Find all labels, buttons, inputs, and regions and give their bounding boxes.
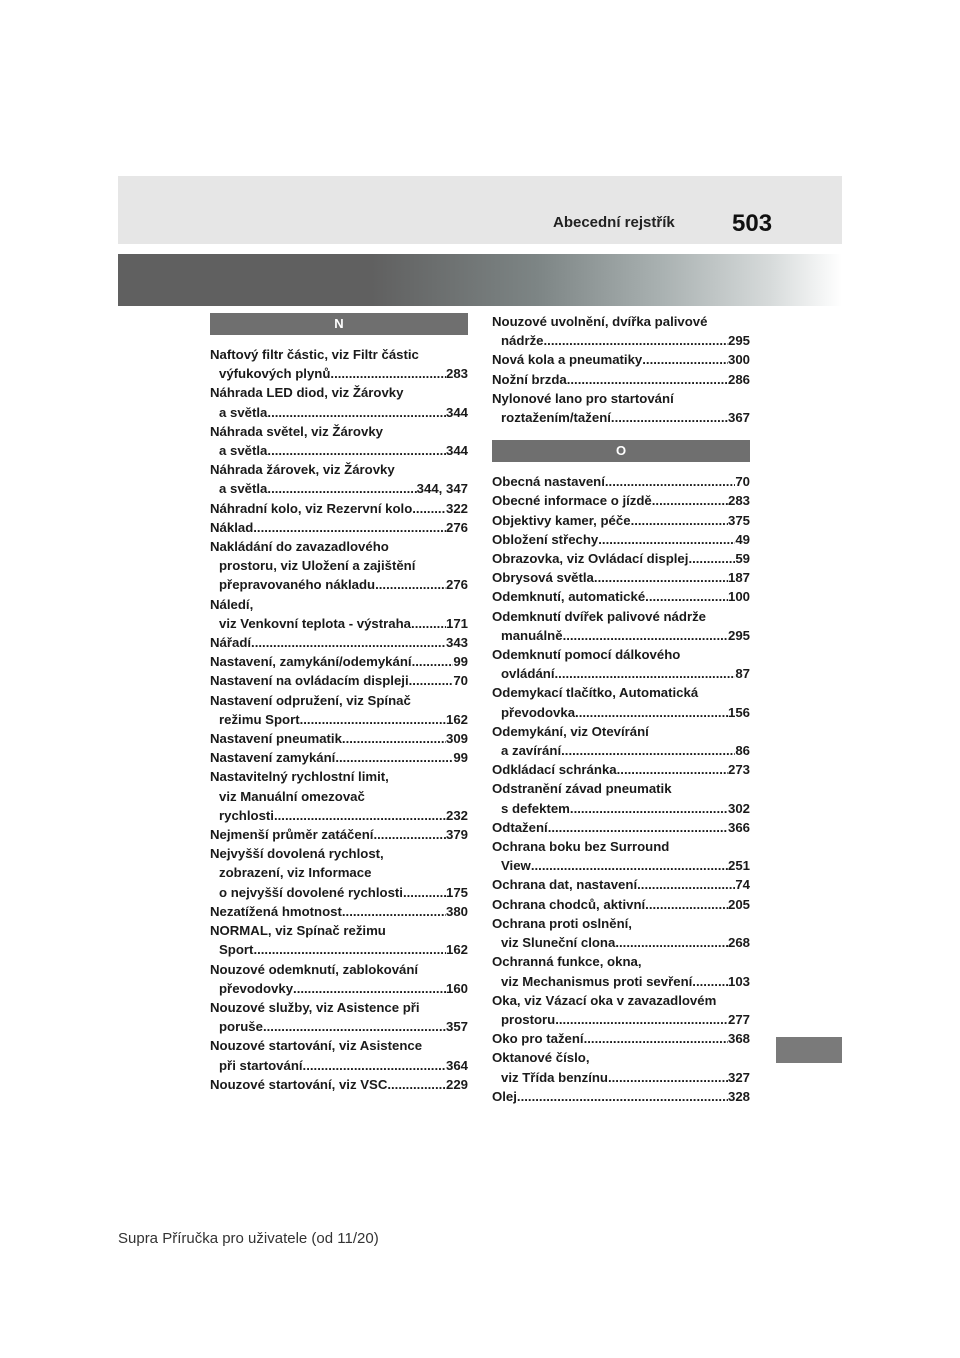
leader-dots <box>570 799 728 818</box>
entry-page-number: 103 <box>727 973 750 989</box>
leader-dots <box>567 370 728 389</box>
entry-text: Nastavení zamykání <box>210 750 336 766</box>
index-entry <box>492 760 750 779</box>
leader-dots <box>251 633 446 652</box>
entry-text: a zavírání <box>501 743 562 759</box>
index-column-left <box>210 313 468 1094</box>
entry-text: Odemykání, viz Otevírání <box>492 723 649 739</box>
entry-list <box>210 345 468 1094</box>
leader-dots <box>267 479 416 498</box>
entry-text: Naftový filtr částic, viz Filtr částic <box>210 347 419 362</box>
leader-dots <box>561 741 735 760</box>
index-entry <box>210 921 468 959</box>
entry-text: přepravovaného nákladu <box>219 577 376 593</box>
index-entry <box>210 518 468 537</box>
entry-page-number: 273 <box>727 762 750 778</box>
entry-page-number: 74 <box>735 877 750 893</box>
entry-page-number: 300 <box>727 352 750 368</box>
index-entry <box>210 691 468 729</box>
entry-text: ovládání <box>501 666 555 682</box>
entry-page-number: 286 <box>727 371 750 387</box>
leader-dots <box>555 1010 728 1029</box>
index-entry <box>492 952 750 990</box>
entry-text: prostoru, viz Uložení a zajištění <box>219 558 416 574</box>
entry-text: Odtažení <box>492 819 548 835</box>
entry-text: prostoru <box>501 1011 556 1027</box>
index-entry <box>210 633 468 652</box>
entry-text: a světla <box>219 443 268 459</box>
entry-page-number: 309 <box>445 731 468 747</box>
section-title: Abecední rejstřík <box>553 214 675 231</box>
index-entry <box>210 729 468 748</box>
leader-dots <box>403 883 446 902</box>
entry-page-number: 205 <box>727 896 750 912</box>
leader-dots <box>645 895 728 914</box>
index-entry <box>492 607 750 645</box>
leader-dots <box>267 403 446 422</box>
leader-dots <box>263 1017 446 1036</box>
leader-dots <box>253 940 446 959</box>
leader-dots <box>409 671 454 690</box>
entry-page-number: 295 <box>727 333 750 349</box>
leader-dots <box>594 568 728 587</box>
entry-text: Náledí, <box>210 596 254 612</box>
index-entry <box>210 652 468 671</box>
leader-dots <box>411 614 446 633</box>
leader-dots <box>335 748 453 767</box>
entry-page-number: 277 <box>727 1011 750 1027</box>
index-entry <box>210 1036 468 1074</box>
entry-text: Ochrana boku bez Surround <box>492 839 670 855</box>
index-entry <box>492 472 750 491</box>
entry-text: viz Třída benzínu <box>501 1069 608 1085</box>
leader-dots <box>584 1029 728 1048</box>
leader-dots <box>387 1075 446 1094</box>
entry-text: převodovka <box>501 704 576 720</box>
entry-page-number: 70 <box>735 474 750 490</box>
leader-dots <box>631 511 728 530</box>
entry-text: výfukových plynů <box>219 366 331 382</box>
index-entry <box>492 683 750 721</box>
index-entry <box>492 837 750 875</box>
entry-text: poruše <box>219 1019 263 1035</box>
index-entry <box>210 825 468 844</box>
entry-text: rychlosti <box>219 807 274 823</box>
index-entry <box>492 568 750 587</box>
index-entry <box>492 991 750 1029</box>
entry-page-number: 160 <box>445 980 468 996</box>
entry-text: Nouzové startování, viz Asistence <box>210 1038 423 1054</box>
index-entry <box>492 895 750 914</box>
entry-text: Nouzové uvolnění, dvířka palivové <box>492 314 708 329</box>
entry-page-number: 156 <box>727 704 750 720</box>
entry-text: Obrysová světla <box>492 570 594 586</box>
leader-dots <box>531 856 728 875</box>
index-entry <box>492 491 750 510</box>
entry-page-number: 162 <box>445 942 468 958</box>
entry-text: NORMAL, viz Spínač režimu <box>210 923 386 939</box>
page-number: 503 <box>732 210 773 237</box>
entry-text: Nouzové služby, viz Asistence při <box>210 999 420 1015</box>
entry-page-number: 175 <box>445 884 468 900</box>
index-entry <box>492 1087 750 1106</box>
entry-text: Ochrana proti oslnění, <box>492 915 632 931</box>
leader-dots <box>330 364 446 383</box>
leader-dots <box>548 818 728 837</box>
index-entry <box>492 587 750 606</box>
index-entry <box>210 499 468 518</box>
index-entry <box>492 350 750 369</box>
index-entry <box>492 875 750 894</box>
footer-text: Supra Příručka pro uživatele (od 11/20) <box>118 1230 379 1247</box>
leader-dots <box>303 1056 446 1075</box>
leader-dots <box>652 491 728 510</box>
index-entry <box>492 779 750 817</box>
leader-dots <box>412 652 454 671</box>
entry-text: nádrže <box>501 333 544 349</box>
entry-text: Ochranná funkce, okna, <box>492 954 642 970</box>
leader-dots <box>342 902 446 921</box>
index-entry <box>210 1075 468 1094</box>
entry-text: Nouzové startování, viz VSC <box>210 1076 388 1092</box>
entry-page-number: 368 <box>727 1031 750 1047</box>
entry-text: Nejvyšší dovolená rychlost, <box>210 846 384 862</box>
entry-text: Nářadí <box>210 635 252 651</box>
entry-page-number: 344 <box>445 404 468 420</box>
index-entry <box>210 960 468 998</box>
leader-dots <box>412 499 446 518</box>
index-entry <box>492 549 750 568</box>
entry-text: Odstranění závad pneumatik <box>492 781 672 797</box>
index-entry <box>492 530 750 549</box>
entry-page-number: 268 <box>727 935 750 951</box>
entry-page-number: 99 <box>453 654 468 670</box>
leader-dots <box>544 331 728 350</box>
entry-page-number: 295 <box>727 627 750 643</box>
leader-dots <box>373 825 446 844</box>
entry-page-number: 322 <box>445 500 468 516</box>
entry-page-number: 379 <box>445 827 468 843</box>
leader-dots <box>342 729 446 748</box>
entry-text: Náhradní kolo, viz Rezervní kolo <box>210 500 413 516</box>
leader-dots <box>300 710 446 729</box>
leader-dots <box>605 472 735 491</box>
index-entry <box>210 345 468 383</box>
entry-page-number: 171 <box>445 615 468 631</box>
index-entry <box>492 914 750 952</box>
entry-text: Náhrada LED diod, viz Žárovky <box>210 385 404 401</box>
entry-text: Odemknutí pomocí dálkového <box>492 647 681 663</box>
index-entry <box>492 389 750 427</box>
entry-text: Nezatížená hmotnost <box>210 903 342 919</box>
entry-page-number: 99 <box>453 750 468 766</box>
index-entry <box>210 902 468 921</box>
leader-dots <box>253 518 446 537</box>
entry-text: Nakládání do zavazadlového <box>210 539 389 555</box>
entry-text: Obecné informace o jízdě <box>492 493 652 509</box>
entry-page-number: 344, 347 <box>416 481 468 497</box>
leader-dots <box>267 441 446 460</box>
entry-text: Oko pro tažení <box>492 1031 584 1047</box>
leader-dots <box>274 806 446 825</box>
entry-text: Nastavitelný rychlostní limit, <box>210 769 389 785</box>
entry-page-number: 302 <box>727 800 750 816</box>
entry-page-number: 162 <box>445 711 468 727</box>
entry-text: o nejvyšší dovolené rychlosti <box>219 884 403 900</box>
entry-page-number: 87 <box>735 666 750 682</box>
entry-text: zobrazení, viz Informace <box>219 865 372 881</box>
entry-text: Nožní brzda <box>492 371 567 387</box>
entry-page-number: 367 <box>727 410 750 426</box>
entry-text: s defektem <box>501 800 570 816</box>
leader-dots <box>375 575 446 594</box>
entry-text: Nouzové odemknutí, zablokování <box>210 961 419 977</box>
entry-text: Oka, viz Vázací oka v zavazadlovém <box>492 992 717 1008</box>
entry-list <box>492 312 750 427</box>
entry-text: roztažením/tažení <box>501 410 611 426</box>
entry-page-number: 357 <box>445 1019 468 1035</box>
entry-text: manuálně <box>501 627 563 643</box>
leader-dots <box>293 979 446 998</box>
leader-dots <box>688 549 735 568</box>
leader-dots <box>555 664 736 683</box>
entry-text: viz Mechanismus proti sevření <box>501 973 693 989</box>
entry-text: Odemykací tlačítko, Automatická <box>492 685 699 701</box>
entry-page-number: 232 <box>445 807 468 823</box>
entry-text: Odemknutí dvířek palivové nádrže <box>492 608 707 624</box>
index-entry <box>210 844 468 902</box>
index-entry <box>210 748 468 767</box>
entry-text: Náklad <box>210 519 254 535</box>
entry-page-number: 343 <box>445 635 468 651</box>
chapter-tab <box>776 1037 842 1063</box>
entry-text: převodovky <box>219 980 294 996</box>
entry-text: a světla <box>219 481 268 497</box>
entry-list <box>492 472 750 1106</box>
leader-dots <box>692 972 728 991</box>
entry-text: Nastavení, zamykání/odemykání <box>210 654 412 670</box>
index-column-right <box>492 312 750 1106</box>
entry-text: Ochrana chodců, aktivní <box>492 896 646 912</box>
entry-page-number: 49 <box>735 531 750 547</box>
entry-text: Obložení střechy <box>492 531 599 547</box>
entry-text: Nastavení odpružení, viz Spínač <box>210 692 411 708</box>
entry-text: Ochrana dat, nastavení <box>492 877 638 893</box>
entry-text: View <box>501 858 531 874</box>
index-entry <box>210 671 468 690</box>
index-entry <box>210 998 468 1036</box>
leader-dots <box>563 626 728 645</box>
entry-page-number: 59 <box>735 551 750 567</box>
index-entry <box>492 370 750 389</box>
entry-page-number: 70 <box>453 673 468 689</box>
entry-page-number: 187 <box>727 570 750 586</box>
index-entry <box>492 511 750 530</box>
entry-page-number: 86 <box>735 743 750 759</box>
entry-text: Objektivy kamer, péče <box>492 512 631 528</box>
index-entry <box>492 818 750 837</box>
leader-dots <box>615 933 728 952</box>
entry-page-number: 276 <box>445 519 468 535</box>
leader-dots <box>645 587 728 606</box>
index-entry <box>210 383 468 421</box>
leader-dots <box>598 530 735 549</box>
index-entry <box>492 1048 750 1086</box>
index-entry <box>210 460 468 498</box>
entry-text: viz Sluneční clona <box>501 935 616 951</box>
leader-dots <box>608 1068 728 1087</box>
entry-text: Odkládací schránka <box>492 762 617 778</box>
entry-page-number: 276 <box>445 577 468 593</box>
section-letter-n: N <box>210 313 468 335</box>
entry-text: Nastavení na ovládacím displeji <box>210 673 409 689</box>
entry-page-number: 100 <box>727 589 750 605</box>
entry-page-number: 251 <box>727 858 750 874</box>
entry-page-number: 344 <box>445 443 468 459</box>
entry-text: a světla <box>219 404 268 420</box>
entry-text: Sport <box>219 942 254 958</box>
leader-dots <box>637 875 735 894</box>
entry-page-number: 380 <box>445 903 468 919</box>
entry-page-number: 327 <box>727 1069 750 1085</box>
leader-dots <box>611 408 728 427</box>
index-entry <box>492 722 750 760</box>
index-entry <box>210 595 468 633</box>
entry-page-number: 366 <box>727 819 750 835</box>
entry-text: viz Venkovní teplota - výstraha <box>219 615 412 631</box>
entry-text: Olej <box>492 1088 517 1104</box>
index-entry <box>210 767 468 825</box>
index-entry <box>210 537 468 595</box>
leader-dots <box>575 703 728 722</box>
entry-text: Obrazovka, viz Ovládací displej <box>492 551 689 567</box>
leader-dots <box>517 1087 728 1106</box>
leader-dots <box>617 760 728 779</box>
index-entry <box>210 422 468 460</box>
entry-text: Oktanové číslo, <box>492 1050 590 1066</box>
leader-dots <box>642 350 728 369</box>
entry-text: Obecná nastavení <box>492 474 605 490</box>
entry-text: při startování <box>219 1057 303 1073</box>
entry-text: Nastavení pneumatik <box>210 731 342 747</box>
index-entry <box>492 1029 750 1048</box>
entry-text: Náhrada světel, viz Žárovky <box>210 423 383 439</box>
decorative-gradient-bar <box>118 254 842 306</box>
entry-text: Nylonové lano pro startování <box>492 390 674 406</box>
entry-text: Náhrada žárovek, viz Žárovky <box>210 462 395 478</box>
entry-page-number: 375 <box>727 512 750 528</box>
index-entry <box>492 645 750 683</box>
section-letter-o: O <box>492 440 750 462</box>
entry-page-number: 283 <box>727 493 750 509</box>
entry-text: Nejmenší průměr zatáčení <box>210 827 374 843</box>
index-entry <box>492 312 750 350</box>
entry-page-number: 283 <box>445 366 468 382</box>
entry-text: viz Manuální omezovač <box>219 788 365 804</box>
entry-page-number: 328 <box>727 1088 750 1104</box>
entry-page-number: 229 <box>445 1076 468 1092</box>
entry-text: Nová kola a pneumatiky <box>492 352 643 368</box>
entry-text: režimu Sport <box>219 711 300 727</box>
entry-page-number: 364 <box>445 1057 468 1073</box>
entry-text: Odemknutí, automatické <box>492 589 646 605</box>
